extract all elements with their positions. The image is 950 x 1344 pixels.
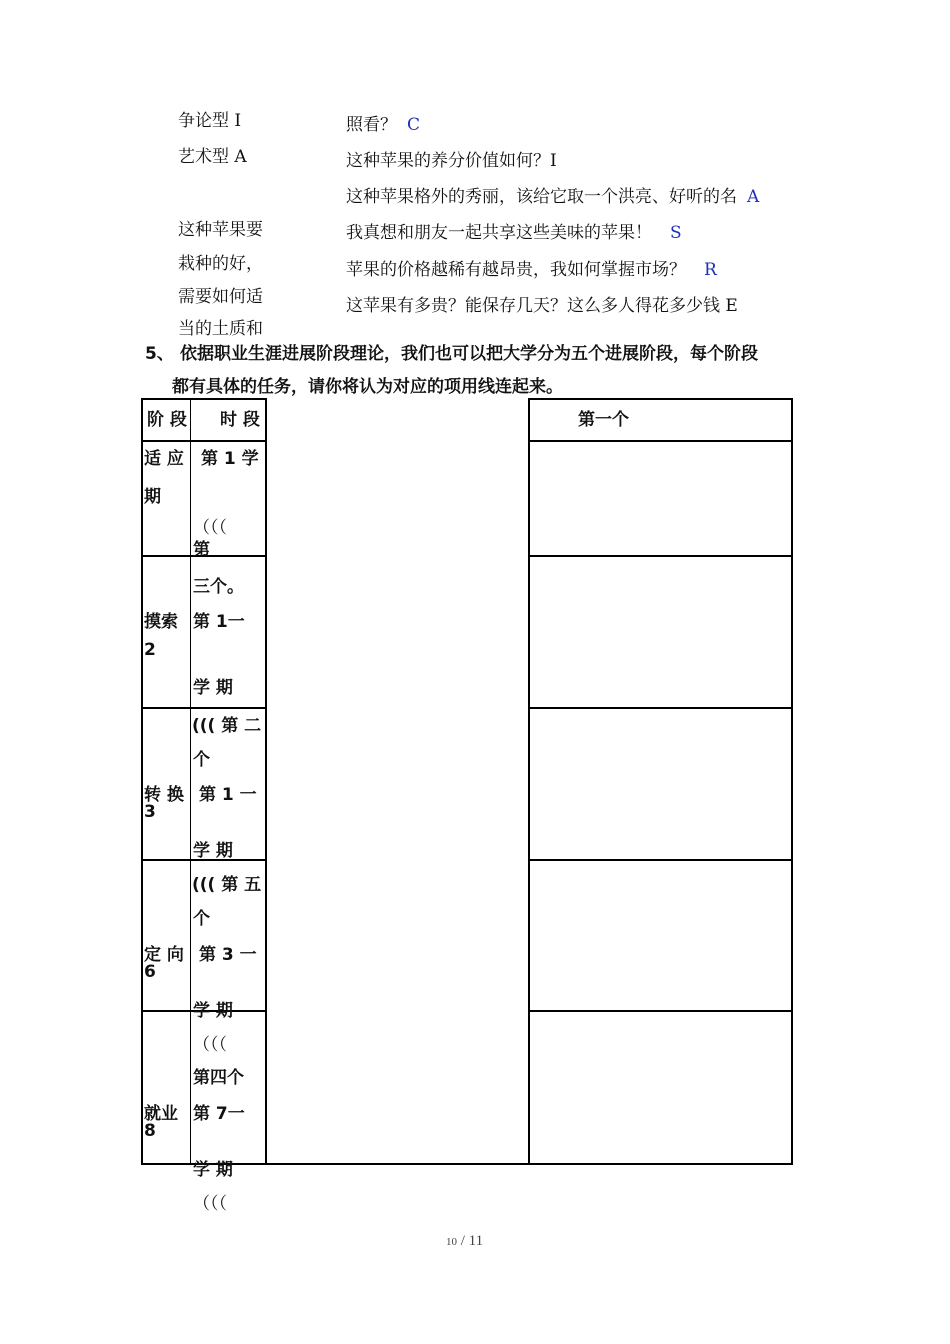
- right-item-2: 这种苹果的养分价值如何？I: [346, 151, 557, 171]
- left-item-5: 需要如何适: [178, 287, 263, 307]
- right-item-6: 这苹果有多贵？能保存几天？这么多人得花多少钱 E: [346, 296, 738, 316]
- question-line-2: 都有具体的任务，请你将认为对应的项用线连起来。: [172, 377, 563, 397]
- time-cell-4-line-2: 个: [193, 909, 210, 929]
- right-item-3: 这种苹果格外的秀丽，该给它取一个洪亮、好听的名 A: [346, 187, 760, 207]
- stage-cell-2-line-2: 2: [144, 640, 156, 660]
- stage-cell-4-line-2: 6: [144, 962, 156, 982]
- time-cell-5-line-1: （（（: [193, 1035, 227, 1055]
- right-item-1: 照看？ C: [346, 115, 421, 135]
- header-right: 第一个: [578, 410, 629, 430]
- time-cell-5-line-5: （（（: [193, 1194, 227, 1214]
- header-stage: 阶 段: [147, 410, 187, 430]
- stage-cell-4-line-1: 定 向: [144, 945, 184, 965]
- question-line-1: 依据职业生涯进展阶段理论，我们也可以把大学分为五个进展阶段，每个阶段: [180, 344, 758, 364]
- stage-cell-5-line-1: 就业: [144, 1104, 178, 1124]
- stage-cell-5-line-2: 8: [144, 1121, 156, 1141]
- right-item-5: 苹果的价格越稀有越昂贵，我如何掌握市场？ R: [346, 260, 717, 280]
- right-item-4: 我真想和朋友一起共享这些美味的苹果！ S: [346, 223, 682, 243]
- time-cell-5-line-4: 学 期: [193, 1160, 233, 1180]
- left-item-3: 这种苹果要: [178, 220, 263, 240]
- time-cell-3-line-2: 个: [193, 750, 210, 770]
- stage-cell-3-line-1: 转 换: [144, 785, 184, 805]
- time-cell-5-line-2: 第四个: [193, 1068, 244, 1088]
- time-cell-4-line-4: 学 期: [193, 1001, 233, 1021]
- header-time: 时 段: [220, 410, 260, 430]
- page-total: / 11: [460, 1233, 484, 1249]
- time-cell-2-line-2: 第 1一: [193, 612, 245, 632]
- time-cell-1-line-3: 第: [193, 540, 210, 560]
- time-cell-5-line-3: 第 7一: [193, 1104, 245, 1124]
- time-cell-1-line-2: （（（: [193, 518, 227, 538]
- time-cell-3-line-3: 第 1 一: [199, 785, 257, 805]
- stage-cell-1-line-2: 期: [144, 487, 161, 507]
- left-item-1: 争论型 I: [178, 111, 242, 131]
- time-cell-1-line-1: 第 1 学: [201, 449, 259, 469]
- time-cell-3-line-4: 学 期: [193, 841, 233, 861]
- left-item-4: 栽种的好，: [178, 254, 263, 274]
- stage-cell-2-line-1: 摸索: [144, 612, 178, 632]
- time-cell-4-line-3: 第 3 一: [199, 945, 257, 965]
- stage-cell-1-line-1: 适 应: [144, 449, 184, 469]
- time-cell-2-line-3: 学 期: [193, 678, 233, 698]
- time-cell-4-line-1: ((( 第 五: [192, 875, 262, 895]
- stage-cell-3-line-2: 3: [144, 802, 156, 822]
- page-current: 10: [446, 1236, 457, 1248]
- time-cell-2-line-1: 三个。: [193, 577, 244, 597]
- time-cell-3-line-1: ((( 第 二: [192, 716, 262, 736]
- page-number: [446, 1233, 483, 1250]
- left-item-6: 当的土质和: [178, 319, 263, 339]
- left-item-2: 艺术型 A: [178, 147, 247, 167]
- question-number: 5、: [145, 344, 174, 364]
